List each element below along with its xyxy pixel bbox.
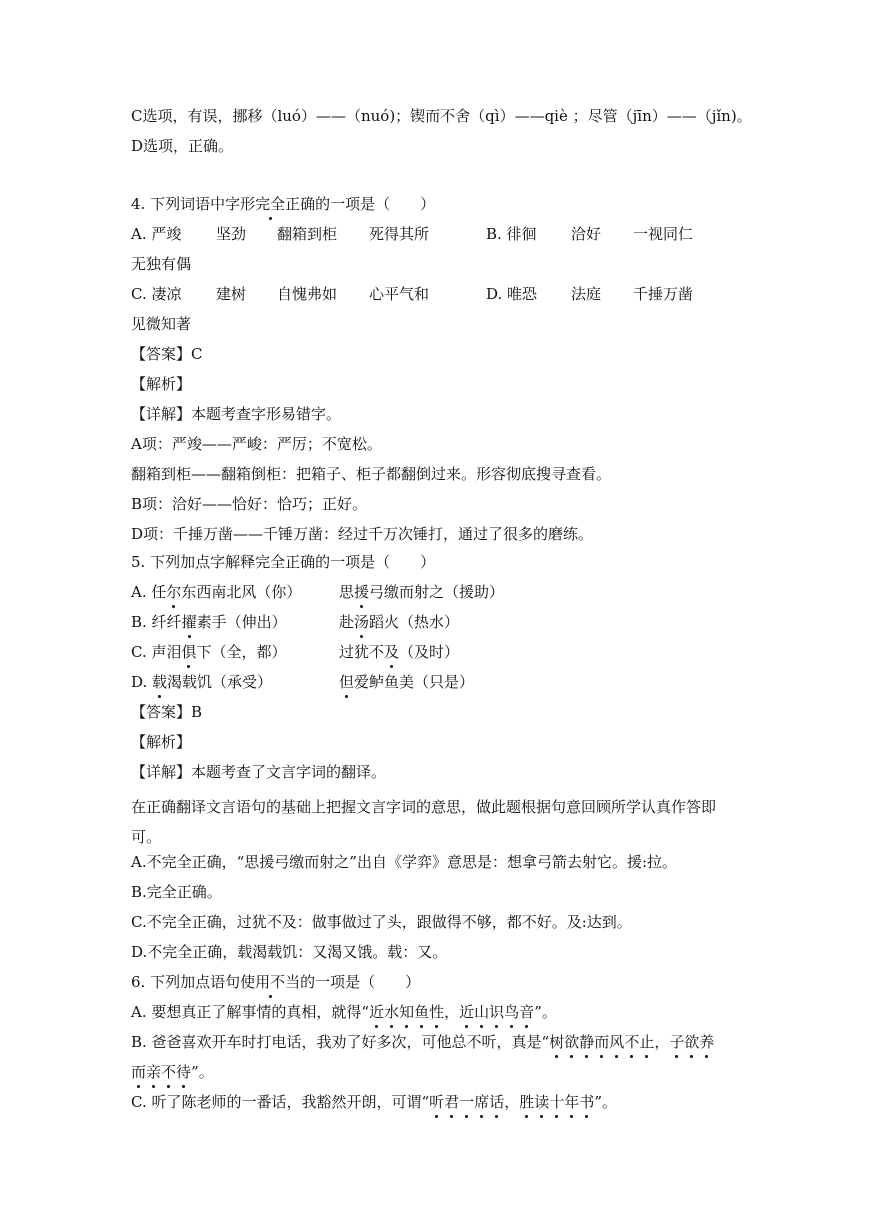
q4-detail: 【详解】本题考查字形易错字。: [131, 405, 342, 423]
dotted-char: 性: [429, 1003, 445, 1021]
option-c-analysis-prev: C选项，有误，挪移（luó）——（nuó)；锲而不舍（qì）——qiè ；尽管（jīn）——（jǐn)。: [131, 107, 752, 125]
dotted-char: 鸟: [504, 1003, 520, 1021]
dotted-char: 胜: [519, 1093, 535, 1111]
dotted-char: 而: [131, 1063, 147, 1081]
q4-answer: 【答案】C: [131, 345, 203, 363]
dotted-char: 知: [399, 1003, 415, 1021]
question-6-stem: 6. 下列加点语句使用不当的一项是（ ）: [131, 973, 421, 991]
question-4-stem: 4. 下列词语中字形完全正确的一项是（ ）: [131, 195, 436, 213]
q6-option-b-cont: 而亲不待”。: [131, 1063, 214, 1081]
q4-explain-a: A项：严竣——严峻：严厉；不宽松。: [131, 435, 382, 453]
dotted-char: 君: [444, 1093, 460, 1111]
q6-option-a: A. 要想真正了解事情的真相，就得“近水知鱼性，近山识鸟音”。: [131, 1003, 557, 1021]
dotted-char: 识: [489, 1003, 505, 1021]
q4-explain-d: D项：千捶万凿——千锤万凿：经过千万次锤打，通过了很多的磨练。: [131, 525, 594, 543]
dotted-char: 欲: [684, 1033, 700, 1051]
dotted-text: 完全: [255, 195, 286, 213]
dotted-char: 静: [579, 1033, 595, 1051]
q5-answer: 【答案】B: [131, 703, 203, 721]
option-d-analysis-prev: D选项，正确。: [131, 137, 234, 155]
dotted-char: 近: [369, 1003, 385, 1021]
q4-analysis-heading: 【解析】: [131, 375, 192, 393]
dotted-char: 水: [384, 1003, 400, 1021]
dotted-char: 不: [161, 1063, 177, 1081]
dotted-char: 不: [624, 1033, 640, 1051]
dotted-char: 山: [474, 1003, 490, 1021]
q6-option-b: B. 爸爸喜欢开车时打电话，我劝了好多次，可他总不听，真是“树欲静而风不止，子欲养: [131, 1033, 715, 1051]
dotted-char: 止: [639, 1033, 655, 1051]
dotted-char: 书: [579, 1093, 595, 1111]
dotted-char: 听: [429, 1093, 445, 1111]
dotted-char: 待: [176, 1063, 192, 1081]
dotted-char: 养: [699, 1033, 715, 1051]
q5-explain-d: D.不完全正确，载渴载饥：又渴又饿。载：又。: [131, 943, 448, 961]
q5-explain-c: C.不完全正确，过犹不及：做事做过了头，跟做得不够，都不好。及:达到。: [131, 913, 632, 931]
q5-explain-a: A.不完全正确，“思援弓缴而射之”出自《学弈》意思是：想拿弓箭去射它。援:拉。: [131, 853, 677, 871]
dotted-char: 十: [549, 1093, 565, 1111]
dotted-char: 鱼: [414, 1003, 430, 1021]
dotted-char: 音: [519, 1003, 535, 1021]
dotted-char: 一: [459, 1093, 475, 1111]
dotted-char: 欲: [564, 1033, 580, 1051]
dotted-char: 亲: [146, 1063, 162, 1081]
dotted-char: 风: [609, 1033, 625, 1051]
dotted-char: 读: [534, 1093, 550, 1111]
q4-explain-b: B项：洽好——恰好：恰巧；正好。: [131, 495, 368, 513]
dotted-char: 话: [489, 1093, 505, 1111]
q5-analysis-heading: 【解析】: [131, 733, 192, 751]
q5-paragraph: 在正确翻译文言语句的基础上把握文言字词的意思，做此题根据句意回顾所学认真作答即可。: [131, 798, 717, 846]
dotted-char: 子: [669, 1033, 685, 1051]
question-5-stem: 5. 下列加点字解释完全正确的一项是（ ）: [131, 553, 436, 571]
dotted-char: 席: [474, 1093, 490, 1111]
dotted-char: 近: [459, 1003, 475, 1021]
dotted-char: 年: [564, 1093, 580, 1111]
q5-explain-b: B.完全正确。: [131, 883, 222, 901]
dotted-char: 树: [549, 1033, 565, 1051]
q5-detail: 【详解】本题考查了文言字词的翻译。: [131, 763, 387, 781]
q6-option-c: C. 听了陈老师的一番话，我豁然开朗，可谓“听君一席话，胜读十年书”。: [131, 1093, 617, 1111]
dotted-char: 而: [594, 1033, 610, 1051]
q4-explain-a2: 翻箱到柜——翻箱倒柜：把箱子、柜子都翻倒过来。形容彻底搜寻查看。: [131, 465, 612, 483]
